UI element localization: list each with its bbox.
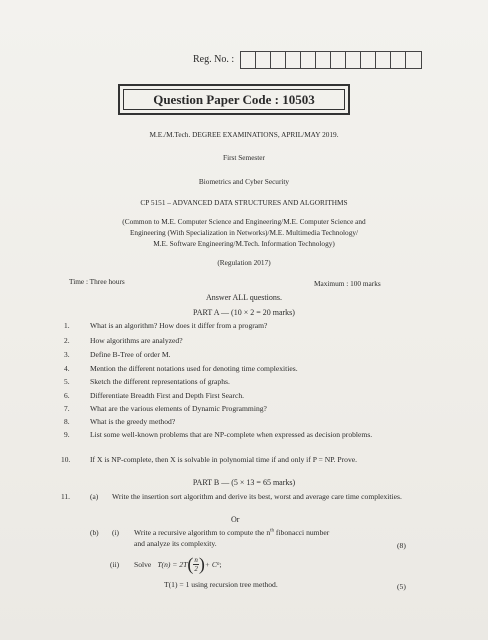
reg-no-box — [301, 52, 316, 68]
common-to-line-3: M.E. Software Engineering/M.Tech. Information Technology) — [153, 239, 335, 248]
question-paper-code: Question Paper Code : 10503 — [123, 89, 345, 110]
question-text: List some well-known problems that are NP-complete when expressed as decision problems. — [90, 430, 373, 439]
question-number: 5. — [64, 377, 70, 386]
equation-rhs: + C — [204, 559, 217, 569]
left-paren: ( — [187, 554, 194, 574]
common-to-line-1: (Common to M.E. Computer Science and Engineering/M.E. Computer Science and — [122, 217, 366, 226]
question-text: Define B-Tree of order M. — [90, 350, 171, 359]
solve-word: Solve — [134, 559, 152, 569]
question-number: 4. — [64, 364, 70, 373]
sub-question-label: (b) — [90, 528, 99, 537]
question-number: 6. — [64, 391, 70, 400]
question-text: What is the greedy method? — [90, 417, 176, 426]
question-number: 2. — [64, 336, 70, 345]
right-paren: ) — [198, 554, 205, 574]
question-number: 9. — [64, 430, 70, 439]
question-number: 11. — [61, 492, 70, 501]
marks: (5) — [397, 582, 406, 591]
fraction-numerator: n — [194, 555, 198, 564]
question-text-part: fibonacci number — [274, 528, 330, 537]
sub-part-label: (ii) — [110, 560, 120, 569]
regulation: (Regulation 2017) — [217, 258, 271, 267]
part-b-heading: PART B — (5 × 13 = 65 marks) — [192, 478, 296, 487]
fraction-denominator: 2 — [194, 564, 198, 573]
question-text — [134, 528, 329, 537]
reg-no-label: Reg. No. : — [193, 54, 235, 65]
reg-no-box — [271, 52, 286, 68]
reg-no-box — [241, 52, 256, 68]
part-a-heading: PART A — (10 × 2 = 20 marks) — [193, 308, 295, 317]
equation-end: ; — [219, 559, 222, 569]
sub-question-label: (a) — [90, 492, 99, 501]
question-text: Mention the different notations used for denoting time complexities. — [90, 364, 298, 373]
equation — [134, 552, 222, 576]
maximum-marks: Maximum : 100 marks — [314, 279, 381, 288]
reg-no-box — [331, 52, 346, 68]
course-title: CP 5151 – ADVANCED DATA STRUCTURES AND ALGORITHMS — [140, 198, 348, 207]
question-text: What is an algorithm? How does it differ from a program? — [90, 321, 268, 330]
instruction: Answer ALL questions. — [206, 293, 282, 302]
reg-no-box — [361, 52, 376, 68]
question-text: What are the various elements of Dynamic Programming? — [90, 404, 267, 413]
question-text: Sketch the different representations of graphs. — [90, 377, 230, 386]
question-text: How algorithms are analyzed? — [90, 336, 183, 345]
reg-no-box — [346, 52, 361, 68]
sub-part-label: (i) — [112, 528, 119, 537]
marks: (8) — [397, 541, 406, 550]
semester: First Semester — [223, 153, 265, 162]
superscript: th — [270, 528, 275, 534]
question-text: and analyze its complexity. — [134, 539, 217, 548]
question-number: 10. — [61, 455, 71, 464]
reg-no-box — [256, 52, 271, 68]
exam-title: M.E./M.Tech. DEGREE EXAMINATIONS, APRIL/MAY 2019. — [149, 130, 339, 139]
time-allowed: Time : Three hours — [69, 277, 125, 286]
question-text: Differentiate Breadth First and Depth First Search. — [90, 391, 245, 400]
question-text: T(1) = 1 using recursion tree method. — [164, 580, 278, 589]
question-text: If X is NP-complete, then X is solvable in polynomial time if and only if P = NP. Prove. — [90, 455, 358, 464]
reg-no-boxes — [240, 51, 422, 69]
branch: Biometrics and Cyber Security — [198, 177, 290, 186]
question-paper-code-box — [118, 84, 350, 115]
common-to-line-2: Engineering (With Specialization in Networks)/M.E. Multimedia Technology/ — [129, 228, 359, 237]
reg-no-box — [406, 52, 421, 68]
reg-no-box — [376, 52, 391, 68]
subscript: n — [216, 561, 220, 567]
question-number: 1. — [64, 321, 70, 330]
reg-no-box — [286, 52, 301, 68]
reg-no-box — [316, 52, 331, 68]
reg-no-box — [391, 52, 406, 68]
question-number: 3. — [64, 350, 70, 359]
equation-lhs: T(n) = 2T — [157, 559, 188, 569]
question-text-part: Write a recursive algorithm to compute the n — [134, 528, 271, 537]
or-separator: Or — [231, 515, 240, 524]
question-number: 8. — [64, 417, 70, 426]
question-text: Write the insertion sort algorithm and derive its best, worst and average care time complexities. — [112, 492, 402, 501]
question-number: 7. — [64, 404, 70, 413]
